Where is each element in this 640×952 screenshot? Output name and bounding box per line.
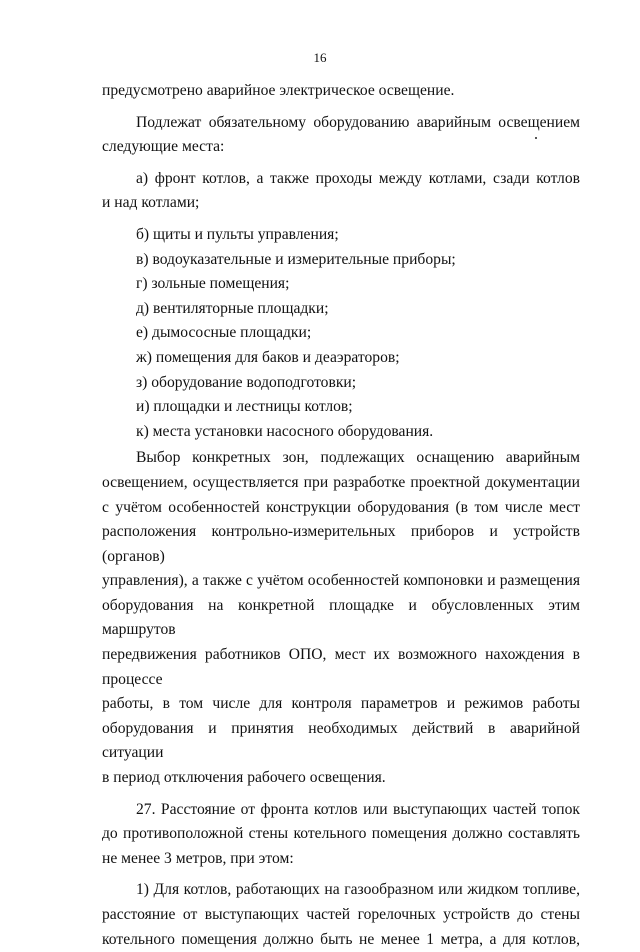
document-body (102, 79, 580, 952)
text-line: с учётом особенностей конструкции оборудования (в том числе мест (102, 498, 580, 516)
text-line: Выбор конкретных зон, подлежащих оснащению аварийным (136, 449, 580, 467)
text-line: следующие места: (102, 138, 225, 156)
clause-27-paragraph (102, 798, 580, 872)
list-item-i: и) площадки и лестницы котлов; (136, 398, 353, 416)
list-item-b: б) щиты и пульты управления; (136, 225, 339, 243)
text-line: а) фронт котлов, а также проходы между котлами, сзади котлов (136, 169, 580, 187)
text-line: работы, в том числе для контроля параметров и режимов работы (102, 695, 580, 713)
text-line: в период отключения рабочего освещения. (102, 769, 386, 787)
text-line: предусмотрено аварийное электрическое освещение. (102, 82, 455, 99)
intro-paragraph (102, 79, 580, 104)
text-line: управления), а также с учётом особенностей компоновки и размещения (102, 572, 580, 590)
text-line: оборудования на конкретной площадке и обусловленных этим маршрутов (102, 596, 580, 639)
list-item-a (102, 167, 580, 216)
text-line: 1) Для котлов, работающих на газообразном или жидком топливе, (136, 881, 580, 899)
list-item-v: в) водоуказательные и измерительные приборы; (136, 250, 456, 268)
text-line: расстояние от выступающих частей горелочных устройств до стены (102, 906, 580, 923)
emergency-places-paragraph (102, 111, 580, 160)
text-line: Подлежат обязательному оборудованию аварийным освещением (136, 113, 580, 131)
text-line: передвижения работников ОПО, мест их возможного нахождения в процессе (102, 646, 580, 688)
list-item-e: е) дымососные площадки; (136, 324, 312, 342)
list-item-d: д) вентиляторные площадки; (136, 299, 329, 317)
clause-27-1-paragraph (102, 878, 580, 952)
page-number: 16 (313, 50, 327, 65)
list-item-g: г) зольные помещения; (136, 275, 290, 293)
text-line: котельного помещения должно быть не менее 1 метра, а для котлов, (102, 930, 580, 948)
text-line: до противоположной стены котельного помещения должно составлять (102, 825, 580, 843)
text-line: не менее 3 метров, при этом: (102, 849, 294, 867)
text-line: 27. Расстояние от фронта котлов или выступающих частей топок (136, 800, 580, 818)
text-line: оборудования и принятия необходимых действий в аварийной ситуации (102, 719, 580, 762)
text-line: освещением, осуществляется при разработке проектной документации (102, 473, 580, 491)
list-item-z: з) оборудование водоподготовки; (136, 373, 357, 391)
text-line: и над котлами; (102, 194, 200, 212)
list-item-zh: ж) помещения для баков и деаэраторов; (136, 348, 400, 366)
zone-choice-paragraph (102, 446, 580, 790)
text-line: расположения контрольно-измерительных приборов и устройств (органов) (102, 523, 580, 565)
list-item-k: к) места установки насосного оборудования. (136, 422, 434, 440)
